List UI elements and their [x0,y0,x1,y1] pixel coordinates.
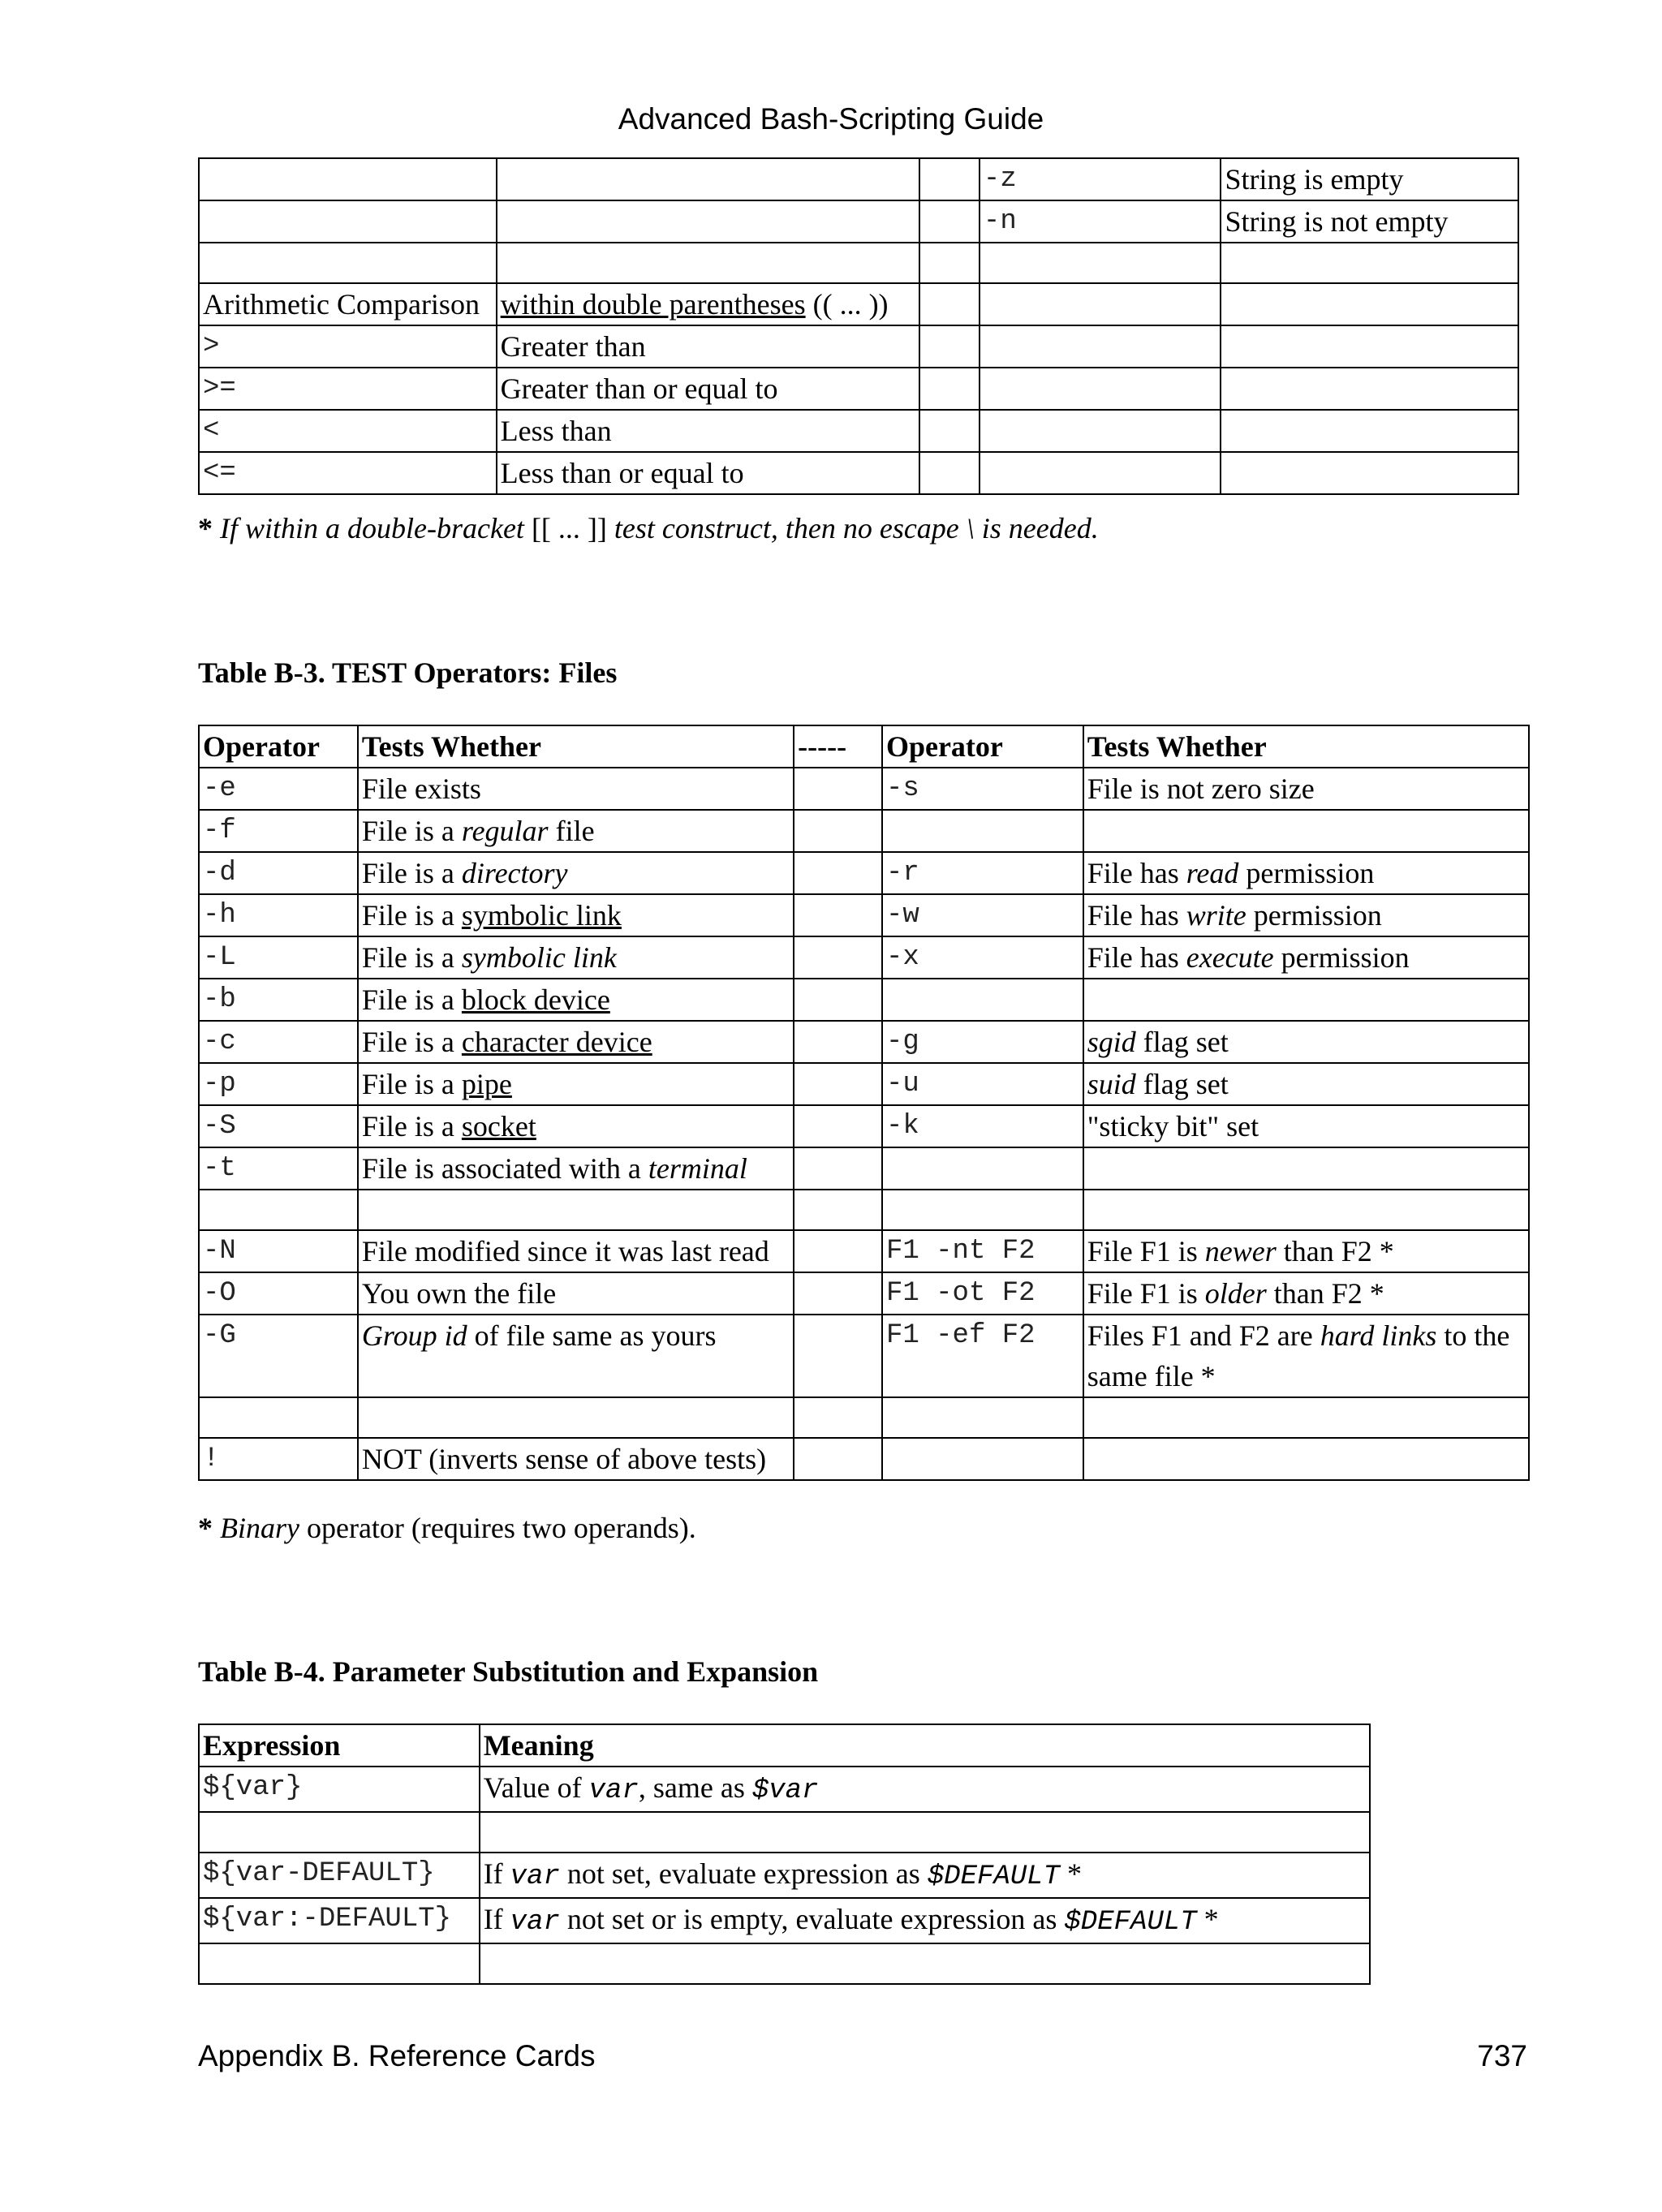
spacer-cell [794,852,882,894]
operator-cell: -L [199,936,358,979]
table-cell [497,200,919,243]
table-cell [980,368,1221,410]
description-cell [358,936,794,979]
table-row [199,979,1529,1021]
operator-cell: -f [199,810,358,852]
table-cell [1221,410,1518,452]
spacer-cell [794,810,882,852]
table-cell [919,368,980,410]
description-cell: File is not zero size [1083,768,1529,810]
spacer-cell [794,1021,882,1063]
emphasis: suid [1087,1068,1136,1100]
description-cell [1083,1438,1529,1480]
table-b3-body [199,768,1529,1480]
description-cell [358,979,794,1021]
table-b4-caption: Table B-4. Parameter Substitution and Expansion [198,1655,819,1688]
description-cell [358,894,794,936]
header-row [199,725,1529,768]
table-row [199,1315,1529,1397]
table-row [199,243,1518,283]
description-cell [1083,852,1529,894]
operator-cell: -w [882,894,1083,936]
text: File is a [361,983,462,1016]
table-cell: Greater than or equal to [497,368,919,410]
description-cell [1083,1147,1529,1190]
link-text: block device [461,983,610,1016]
table-b3-header [199,725,1529,768]
operator-cell: -h [199,894,358,936]
column-header: Tests Whether [1083,725,1529,768]
text: File has [1087,941,1186,974]
table-cell: Less than or equal to [497,452,919,494]
table-cell [919,243,980,283]
table-cell [497,158,919,200]
operator-cell [199,1397,358,1438]
description-cell [1083,1063,1529,1105]
operator-cell: -g [882,1021,1083,1063]
text: If [483,1857,510,1890]
footer-section-title: Appendix B. Reference Cards [198,2039,596,2072]
note-star: * [198,512,213,544]
text: File F1 is [1087,1277,1205,1310]
code-text: $DEFAULT [927,1861,1060,1892]
description-cell [358,1315,794,1397]
table-cell [1221,243,1518,283]
link-text: pipe [461,1068,512,1100]
table-row [199,1853,1370,1898]
table-cell [919,452,980,494]
text: File is a [361,1068,462,1100]
description-cell [1083,1021,1529,1063]
table-row [199,1063,1529,1105]
spacer-cell [794,1147,882,1190]
table-row [199,158,1518,200]
table-row [199,1021,1529,1063]
table-b2-continued [198,157,1519,495]
table-cell [1221,368,1518,410]
text: not set, evaluate expression as [559,1857,928,1890]
text: permission [1273,941,1410,974]
table-cell [980,243,1221,283]
table-row [199,1230,1529,1272]
column-header: Expression [199,1724,480,1767]
meaning-cell [480,1812,1370,1853]
emphasis: terminal [648,1152,747,1185]
text: File has [1087,899,1186,932]
text: File is associated with a [361,1152,648,1185]
code-text: var [588,1775,639,1806]
text: flag set [1135,1026,1229,1058]
table-cell: <= [199,452,497,494]
link-text: within double parentheses [500,288,806,321]
emphasis: newer [1204,1235,1277,1267]
table-row [199,1898,1370,1943]
running-header: Advanced Bash-Scripting Guide [618,102,1044,136]
table-cell [199,243,497,283]
text: permission [1238,857,1375,889]
column-header: Meaning [480,1724,1370,1767]
table-cell [919,410,980,452]
parens-text: (( ... )) [805,288,889,321]
text: Value of [483,1771,589,1804]
emphasis: hard links [1320,1319,1437,1352]
spacer-cell [794,1230,882,1272]
expression-cell: ${var:-DEFAULT} [199,1898,480,1943]
table-row [199,768,1529,810]
code-text: $DEFAULT [1064,1907,1197,1938]
description-cell [1083,1315,1529,1397]
table-row [199,1767,1370,1812]
emphasis: read [1186,857,1239,889]
spacer-cell [794,1190,882,1230]
note-text-2: test construct, then no escape \ is needed. [606,512,1099,544]
text: File has [1087,857,1186,889]
description-cell [358,1063,794,1105]
spacer-cell [794,1315,882,1397]
operator-cell: F1 -ef F2 [882,1315,1083,1397]
table-row [199,1190,1529,1230]
table-row [199,1943,1370,1984]
table-b2-body [199,158,1518,494]
table-cell [919,200,980,243]
table-b4 [198,1724,1371,1985]
operator-cell [882,1438,1083,1480]
column-header: Operator [199,725,358,768]
spacer-cell [794,894,882,936]
table-b2-note [198,511,1099,545]
emphasis: write [1186,899,1246,932]
table-row [199,368,1518,410]
expression-cell [199,1943,480,1984]
text: File is a [361,857,462,889]
expression-cell [199,1812,480,1853]
text: File is a [361,1110,462,1143]
table-cell [980,283,1221,325]
table-cell [497,243,919,283]
meaning-cell [480,1943,1370,1984]
operator-cell: -O [199,1272,358,1315]
operator-cell [882,1147,1083,1190]
table-row [199,410,1518,452]
note-star: * [198,1512,213,1544]
operator-cell: F1 -nt F2 [882,1230,1083,1272]
description-cell [358,1105,794,1147]
description-cell [358,1190,794,1230]
emphasis: execute [1186,941,1274,974]
table-cell: -z [980,158,1221,200]
table-b4-header [199,1724,1370,1767]
text: * [1060,1857,1082,1890]
table-cell [1221,283,1518,325]
table-row [199,1397,1529,1438]
description-cell: "sticky bit" set [1083,1105,1529,1147]
column-header: ----- [794,725,882,768]
meaning-cell [480,1898,1370,1943]
text: File is a [361,815,462,847]
operator-cell [199,1190,358,1230]
table-cell: -n [980,200,1221,243]
operator-cell: -u [882,1063,1083,1105]
text: File is a [361,1026,462,1058]
table-cell: Arithmetic Comparison [199,283,497,325]
table-cell [980,325,1221,368]
text: not set or is empty, evaluate expression as [559,1903,1065,1935]
operator-cell: -d [199,852,358,894]
description-cell [1083,810,1529,852]
table-cell [980,452,1221,494]
table-cell: >= [199,368,497,410]
table-row [199,325,1518,368]
link-text: character device [461,1026,652,1058]
spacer-cell [794,1397,882,1438]
table-row [199,1272,1529,1315]
meaning-cell [480,1853,1370,1898]
code-text: var [510,1861,560,1892]
description-cell [1083,936,1529,979]
description-cell [1083,979,1529,1021]
footer-page-number: 737 [1477,2039,1527,2072]
text: * [1196,1903,1219,1935]
text: If [483,1903,510,1935]
description-cell [1083,1190,1529,1230]
operator-cell: -k [882,1105,1083,1147]
table-cell [980,410,1221,452]
note-text: If within a double-bracket [213,512,532,544]
operator-cell: -N [199,1230,358,1272]
table-b3 [198,725,1530,1481]
code-text: $var [751,1775,819,1806]
emphasis: regular [461,815,549,847]
note-emphasis: Binary [220,1512,299,1544]
table-cell [919,283,980,325]
spacer-cell [794,979,882,1021]
description-cell: File modified since it was last read [358,1230,794,1272]
table-row [199,936,1529,979]
operator-cell [882,1397,1083,1438]
operator-cell: -p [199,1063,358,1105]
operator-cell: -t [199,1147,358,1190]
table-b4-body [199,1767,1370,1984]
emphasis: directory [461,857,568,889]
table-cell: Greater than [497,325,919,368]
link-text: socket [461,1110,536,1143]
operator-cell: -b [199,979,358,1021]
header-row [199,1724,1370,1767]
spacer-cell [794,1063,882,1105]
operator-cell: F1 -ot F2 [882,1272,1083,1315]
table-cell [919,325,980,368]
text: File is a [361,899,462,932]
table-row [199,452,1518,494]
spacer-cell [794,936,882,979]
spacer-cell [794,1272,882,1315]
expression-cell: ${var-DEFAULT} [199,1853,480,1898]
table-cell: Less than [497,410,919,452]
operator-cell: -s [882,768,1083,810]
description-cell [358,1397,794,1438]
meaning-cell [480,1767,1370,1812]
description-cell [358,1021,794,1063]
text: of file same as yours [467,1319,717,1352]
description-cell [1083,1397,1529,1438]
table-cell [919,158,980,200]
text: File is a [361,941,462,974]
emphasis: older [1204,1277,1267,1310]
table-cell [497,283,919,325]
code-text: var [510,1907,560,1938]
operator-cell: -G [199,1315,358,1397]
description-cell [1083,1230,1529,1272]
emphasis: sgid [1087,1026,1136,1058]
table-cell [199,200,497,243]
table-cell [1221,452,1518,494]
table-row [199,1438,1529,1480]
operator-cell: -r [882,852,1083,894]
table-cell: > [199,325,497,368]
text: File F1 is [1087,1235,1205,1267]
link-text: symbolic link [461,899,622,932]
operator-cell [882,1190,1083,1230]
description-cell [358,1147,794,1190]
text: flag set [1135,1068,1229,1100]
operator-cell [882,979,1083,1021]
table-row [199,1812,1370,1853]
table-b3-caption: Table B-3. TEST Operators: Files [198,656,618,689]
text: than F2 * [1266,1277,1384,1310]
table-cell [199,158,497,200]
spacer-cell [794,1438,882,1480]
note-brackets: [[ ... ]] [531,512,607,544]
table-row [199,200,1518,243]
operator-cell: ! [199,1438,358,1480]
table-cell: String is not empty [1221,200,1518,243]
table-row [199,283,1518,325]
text: than F2 * [1276,1235,1394,1267]
table-row [199,852,1529,894]
table-row [199,810,1529,852]
description-cell [358,810,794,852]
description-cell [1083,894,1529,936]
emphasis: symbolic link [461,941,617,974]
text: Files F1 and F2 are [1087,1319,1320,1352]
table-row [199,894,1529,936]
spacer-cell [794,768,882,810]
spacer-cell [794,1105,882,1147]
description-cell: NOT (inverts sense of above tests) [358,1438,794,1480]
column-header: Tests Whether [358,725,794,768]
operator-cell: -S [199,1105,358,1147]
description-cell: File exists [358,768,794,810]
expression-cell: ${var} [199,1767,480,1812]
table-cell [1221,325,1518,368]
operator-cell: -e [199,768,358,810]
column-header: Operator [882,725,1083,768]
table-cell: String is empty [1221,158,1518,200]
text: , same as [638,1771,752,1804]
text: file [548,815,595,847]
note-text: operator (requires two operands). [299,1512,696,1544]
operator-cell: -x [882,936,1083,979]
text: permission [1246,899,1382,932]
description-cell [1083,1272,1529,1315]
operator-cell [882,810,1083,852]
description-cell [358,852,794,894]
emphasis: Group id [361,1319,467,1352]
table-row [199,1147,1529,1190]
table-cell: < [199,410,497,452]
text: to the same file * [1087,1319,1510,1392]
table-b3-note [198,1511,696,1545]
operator-cell: -c [199,1021,358,1063]
description-cell: You own the file [358,1272,794,1315]
table-row [199,1105,1529,1147]
